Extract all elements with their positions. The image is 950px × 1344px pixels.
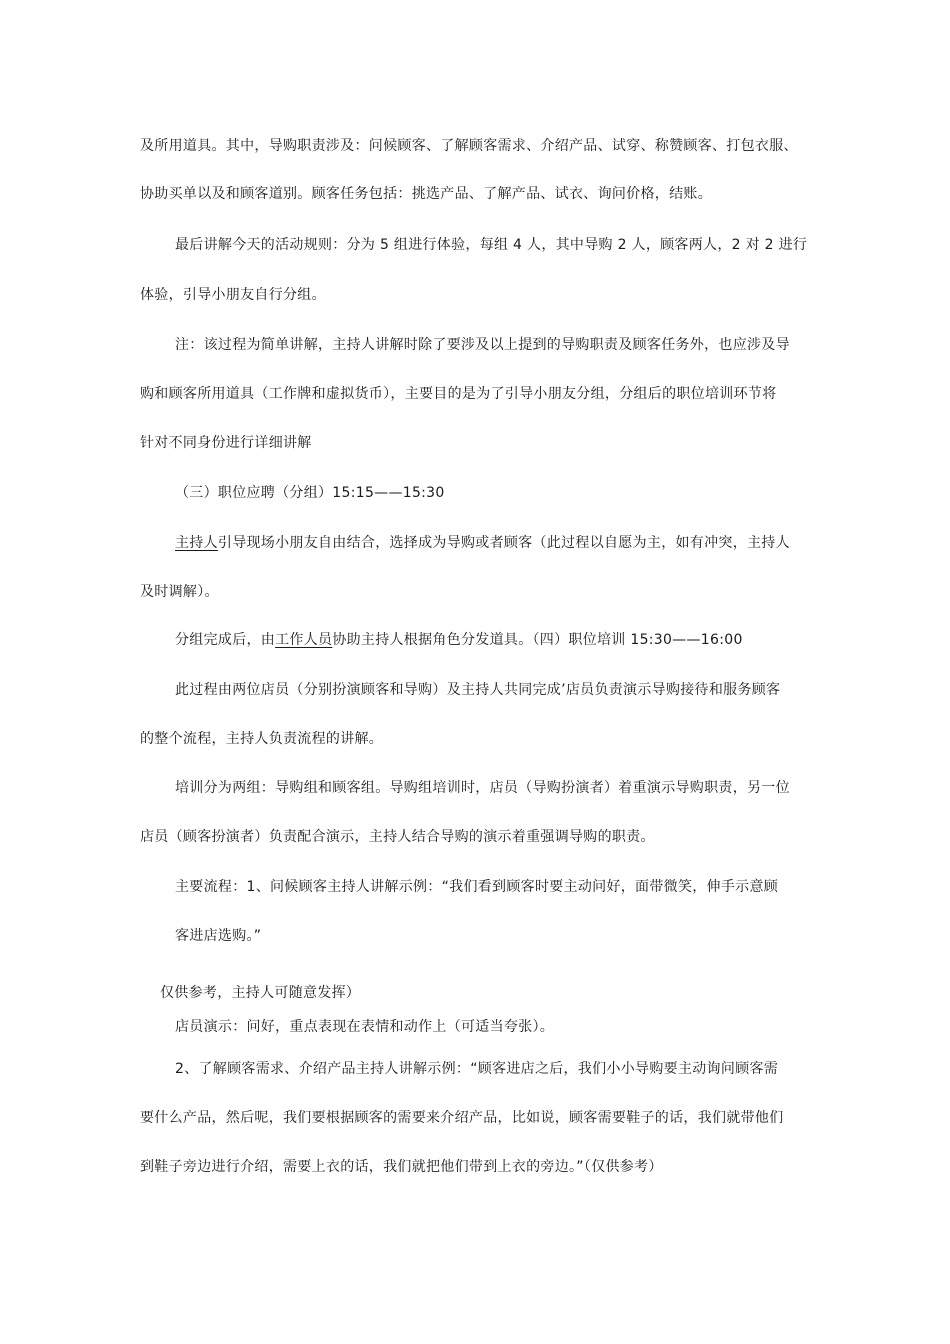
- paragraph-line: 培训分为两组：导购组和顾客组。导购组培训时，店员（导购扮演者）着重演示导购职责，另一位: [175, 780, 790, 796]
- paragraph-line: 要什么产品，然后呢，我们要根据顾客的需要来介绍产品，比如说，顾客需要鞋子的话，我们就带他们: [140, 1110, 784, 1126]
- paragraph-line: 主要流程：1、问候顾客主持人讲解示例：“我们看到顾客时要主动问好，面带微笑，伸手示意顾: [175, 879, 779, 895]
- paragraph-line: 协助买单以及和顾客道别。顾客任务包括：挑选产品、了解产品、试衣、询问价格，结账。: [140, 186, 712, 202]
- section-heading: （三）职位应聘（分组）15:15——15:30: [175, 485, 445, 501]
- paragraph-line: 及所用道具。其中，导购职责涉及：问候顾客、了解顾客需求、介绍产品、试穿、称赞顾客、打包衣服、: [140, 138, 798, 154]
- underlined-term: 主持人: [175, 535, 218, 551]
- line-text: 引导现场小朋友自由结合，选择成为导购或者顾客（此过程以自愿为主，如有冲突，主持人: [217, 535, 790, 551]
- paragraph-line: 店员（顾客扮演者）负责配合演示，主持人结合导购的演示着重强调导购的职责。: [140, 829, 655, 845]
- line-text: 分组完成后，由: [175, 632, 276, 648]
- paragraph-line: [175, 630, 743, 650]
- paragraph-line: 客进店选购。”: [175, 928, 262, 944]
- paragraph-line: 2、了解顾客需求、介绍产品主持人讲解示例：“顾客进店之后，我们小小导购要主动询问顾客需: [175, 1061, 779, 1077]
- paragraph-line: 此过程由两位店员（分别扮演顾客和导购）及主持人共同完成’店员负责演示导购接待和服务顾客: [175, 682, 781, 698]
- paragraph-line: 针对不同身份进行详细讲解: [140, 435, 312, 451]
- paragraph-line: 体验，引导小朋友自行分组。: [140, 287, 326, 303]
- paragraph-line: 仅供参考，主持人可随意发挥）: [160, 985, 361, 1001]
- paragraph-line: 购和顾客所用道具（工作牌和虚拟货币），主要目的是为了引导小朋友分组，分组后的职位培训环节将: [140, 386, 777, 402]
- paragraph-line: 到鞋子旁边进行介绍，需要上衣的话，我们就把他们带到上衣的旁边。”（仅供参考）: [140, 1159, 663, 1175]
- underlined-term: 工作人员: [275, 632, 333, 648]
- paragraph-line: [175, 533, 790, 553]
- paragraph-line: 最后讲解今天的活动规则：分为 5 组进行体验，每组 4 人，其中导购 2 人，顾客两人，2 对 2 进行: [175, 237, 808, 253]
- paragraph-line: 及时调解）。: [140, 584, 219, 600]
- paragraph-line: 店员演示：问好，重点表现在表情和动作上（可适当夸张）。: [175, 1019, 555, 1035]
- paragraph-line: 注：该过程为简单讲解，主持人讲解时除了要涉及以上提到的导购职责及顾客任务外，也应涉及导: [175, 337, 790, 353]
- line-text: 协助主持人根据角色分发道具。（四）职位培训 15:30——16:00: [332, 632, 743, 648]
- paragraph-line: 的整个流程，主持人负责流程的讲解。: [140, 731, 384, 747]
